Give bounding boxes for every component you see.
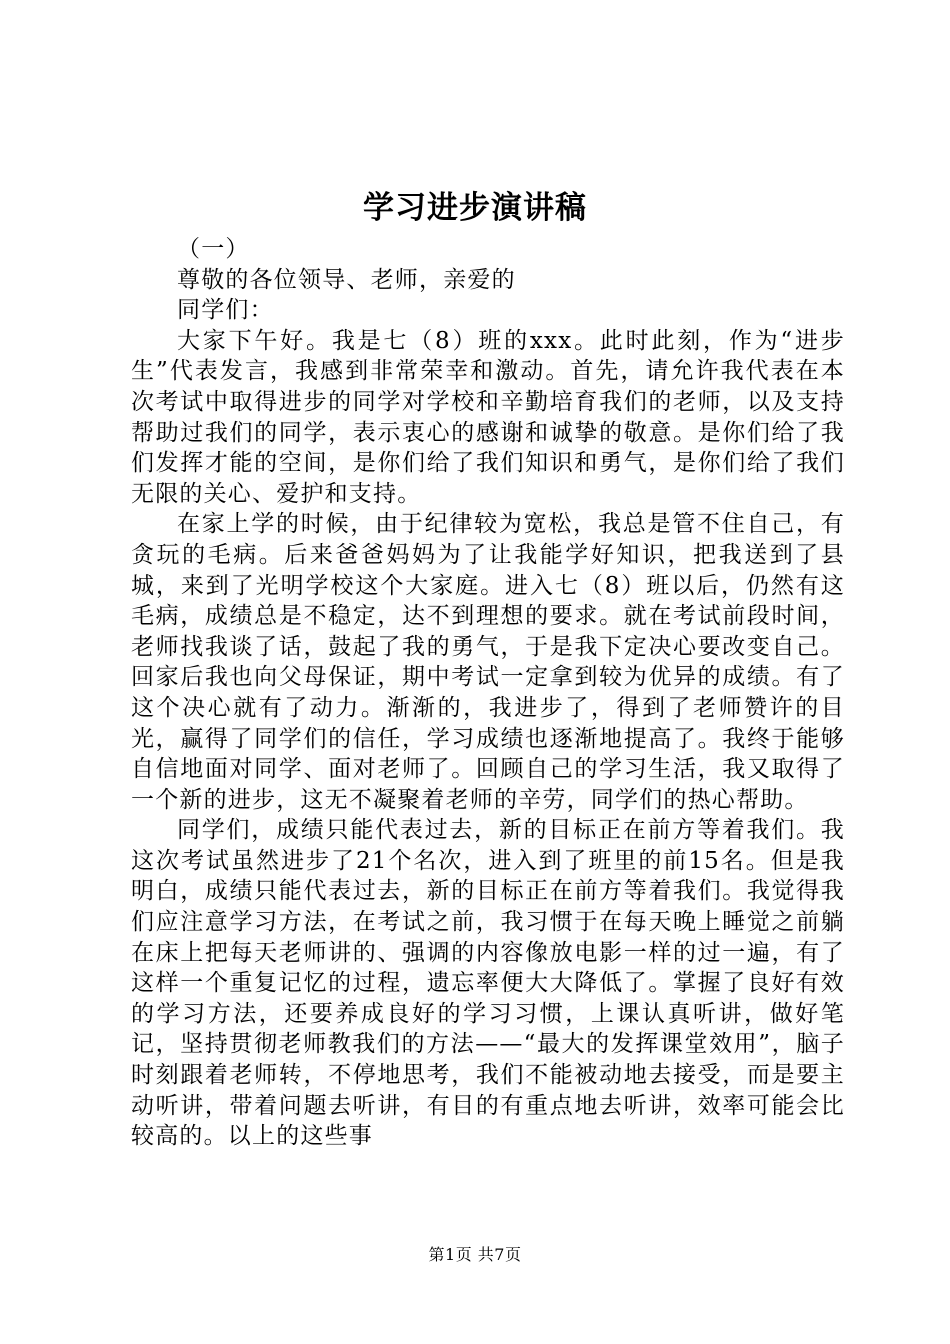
page-footer: 第1页 共7页 xyxy=(428,1245,522,1264)
paragraph-salutation: 尊敬的各位领导、老师，亲爱的 xyxy=(177,266,516,293)
paragraph-methods: 同学们，成绩只能代表过去，新的目标正在前方等着我们。我这次考试虽然进步了21个名次，进入到了班里的前15名。但是我明白，成绩只能代表过去，新的目标正在前方等着我们。我觉得我们应注意学习方法，在考试之前，我习惯于在每天晚上睡觉之前躺在床上把每天老师讲的、强调的内容像放电影一样的过一遍，有了这样一个重复记忆的过程，遗忘率便大大降低了。掌握了良好有效的学习方法，还要养成良好的学习习惯，上课认真听讲，做好笔记，坚持贯彻老师教我们的方法——“最大的发挥课堂效用”，脑子时刻跟着老师转，不停地思考，我们不能被动地去接受，而是要主动听讲，带着问题去听讲，有目的有重点地去听讲，效率可能会比较高的。以上的这些事 xyxy=(131,817,845,1150)
paragraph-section-number: （一） xyxy=(177,236,250,262)
document-title: 学习进步演讲稿 xyxy=(363,190,587,226)
paragraph-greeting: 大家下午好。我是七（8）班的xxx。此时此刻，作为“进步生”代表发言，我感到非常荣幸和激动。首先，请允许我代表在本次考试中取得进步的同学对学校和辛勤培育我们的老师，以及支持帮助过我们的同学，表示衷心的感谢和诚挚的敬意。是你们给了我们发挥才能的空间，是你们给了我们知识和勇气，是你们给了我们无限的关心、爱护和支持。 xyxy=(131,327,845,507)
paragraph-salutation-continued: 同学们： xyxy=(177,297,274,324)
document-body xyxy=(131,234,845,1152)
paragraph-story: 在家上学的时候，由于纪律较为宽松，我总是管不住自己，有贪玩的毛病。后来爸爸妈妈为了让我能学好知识，把我送到了县城，来到了光明学校这个大家庭。进入七（8）班以后，仍然有这毛病，成绩总是不稳定，达不到理想的要求。就在考试前段时间，老师找我谈了话，鼓起了我的勇气，于是我下定决心要改变自己。回家后我也向父母保证，期中考试一定拿到较为优异的成绩。有了这个决心就有了动力。渐渐的，我进步了，得到了老师赞许的目光，赢得了同学们的信任，学习成绩也逐渐地提高了。我终于能够自信地面对同学、面对老师了。回顾自己的学习生活，我又取得了一个新的进步，这无不凝聚着老师的辛劳，同学们的热心帮助。 xyxy=(131,511,845,813)
